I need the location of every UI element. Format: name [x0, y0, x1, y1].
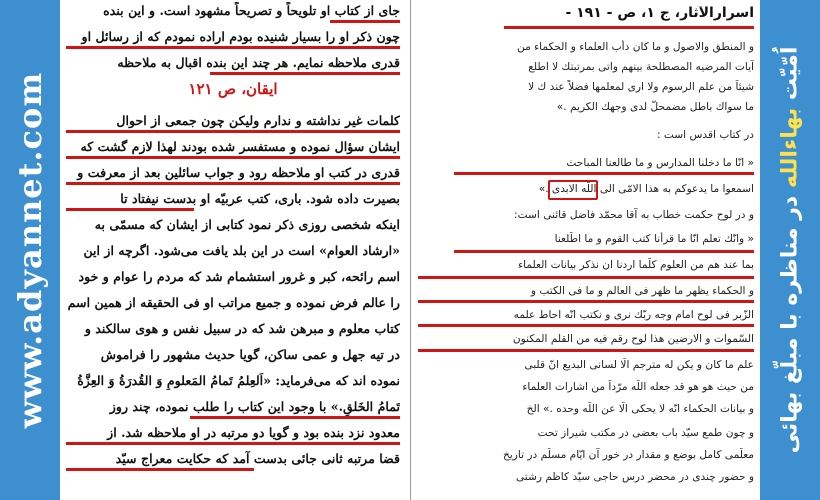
highlight-underline: [66, 468, 254, 471]
site-url-banner: [0, 0, 60, 500]
title-part2-highlight: بهاءالله: [777, 107, 803, 189]
text-line: بما عند هم من العلوم کلّما اردنا ان نذکر بیانات العلماء: [518, 259, 754, 271]
text-line: الزّبر فی لوح امام وجه ربّك نری و نکتب انّه احاط علمه: [513, 309, 754, 321]
highlight-underline: [418, 349, 754, 352]
highlight-underline: [418, 276, 754, 279]
highlight-underline: [454, 172, 754, 175]
text-line: نموده اند که می‌فرماید: «اَلعِلمُ تَمامُ المَعلومِ وَ القُدرَةُ وَ العِزَّةُ: [77, 373, 400, 388]
text-line: اسمعوا ما یدعوکم به هذا الامّی الی اللّه الابدی .»: [538, 183, 754, 195]
text-line: اینکه شخصی روزی ذکر نمود کتابی از ایشان که مسمّی به: [94, 217, 400, 232]
text-line: کتاب معلوم و مبرهن شد که در سبیل نفس و هوی سالکند و: [84, 321, 400, 336]
text-line: کلمات غیر نداشته و ندارم ولیکن چون جمعی از احوال: [116, 113, 400, 128]
text-line: تَمامُ الخَلقِ.» با وجود این کتاب را طلب نموده، چند روز: [109, 399, 400, 414]
text-line: و الحکماء یظهر ما ظهر فی العالم و ما فی الکتب و: [530, 285, 754, 297]
text-line: و چون طمع سیّد باب بعضی در مکتب شیراز تحت: [537, 427, 754, 439]
highlight-underline: [66, 182, 400, 185]
text-line: آیات المرضیه المصطلحة بینهم واتی بمرتبتك لا اطلع: [528, 61, 754, 73]
title-part1: اُمّیّت: [777, 46, 803, 108]
text-line: و المنطق والاصول و ما کان دأب العلماء و الحکماء من: [517, 41, 754, 53]
highlight-underline: [66, 208, 194, 211]
text-line: قدری در کتب او ملاحظه رود و جواب سائلین بعد از معرفت و: [77, 165, 400, 180]
highlight-underline: [66, 156, 400, 159]
page-divider: [410, 0, 411, 500]
text-line: معلّمی کامل بوضع و مقدار در خور آن ایّام مسلّم در تاریخ: [502, 449, 754, 461]
text-line: قدری ملاحظه نمایم. هر چند این بنده اقبال به ملاحظه: [117, 55, 400, 70]
title-text: [778, 47, 803, 454]
text-line: «ارشاد العوام» است در این بلد یافت می‌شود. اگرچه از این: [83, 243, 400, 258]
text-line: جای از کتاب او تلویحاً و تصریحاً مشهود است. و این بنده: [103, 3, 400, 18]
text-line: معدود نزد بنده بود و گویا دو مرتبه در او ملاحظه شد. از: [107, 425, 400, 440]
left-page: [66, 0, 404, 500]
text-line: چون ذکر او را بسیار شنیده بودم اراده نمودم که از رسائل او: [81, 29, 400, 44]
text-line: را عالم فرض نموده و جمیع مراتب او فی الحقیقه از همین اسم: [67, 295, 400, 310]
highlight-underline: [66, 442, 400, 445]
source-heading: اسرارالآثار، ج ۱، ص - ۱۹۱ -: [565, 6, 754, 21]
highlight-box: [548, 180, 598, 200]
text-line: بصیرت داده شود. باری، کتب عربیّه او بدست نیفتاد تا: [120, 191, 400, 206]
text-line: السّموات و الارضین هذا لوح رقم فیه من القلم المکنون: [512, 333, 754, 345]
highlight-underline: [504, 26, 754, 29]
text-line: شیئاً من علم الرسوم ولا اری لمعلمها فضلاً عند ك لا: [528, 81, 754, 93]
highlight-underline: [66, 130, 400, 133]
site-url-text: www.adyannet.com: [11, 71, 49, 429]
highlight-underline: [330, 20, 400, 23]
text-line: و بیانات الحکماء انّه لا یحکی الّا عن اللّه وحده .» الخ: [526, 403, 754, 415]
text-line: ما سواك باطل مضمحلّ لدی وجهك الکریم .»: [556, 101, 754, 113]
text-line: علم ما کان و یکن له مترجم الّا لسانی البدیع انّ قلبی: [524, 359, 754, 371]
text-line: در کتاب اقدس است :: [656, 129, 754, 141]
text-line: و حضور چندی در محضر درس حاجی سیّد کاظم رشتی: [515, 471, 754, 483]
highlight-underline: [418, 300, 754, 303]
text-line: قضا مرتبه ثانی جائی بدست آمد که حکایت معراج سیّد: [115, 451, 400, 466]
highlight-underline: [190, 416, 400, 419]
title-banner: [760, 0, 820, 500]
highlight-underline: [66, 46, 400, 49]
source-heading: ایقان، ص ۱۲۱: [188, 80, 278, 98]
text-line: « وانّك تعلم انّا ما قرأنا کتب القوم و ما اطّلعنا: [554, 233, 754, 245]
title-part3: در مناظره با مبلّغ بهائی: [777, 188, 803, 454]
highlight-underline: [454, 250, 754, 253]
text-line: و در لوح حکمت خطاب به آقا محمّد فاضل قائنی است:: [514, 209, 754, 221]
text-line: « انّا ما دخلنا المدارس و ما طالعنا المباحث: [566, 157, 754, 169]
text-line: ایشان سؤال نموده و مستفسر شده بودند لهذا لازم گشت که: [80, 139, 400, 154]
text-line: من حیث هو هو قد جعله اللّه مرّداً من اشارات العلماء: [522, 381, 754, 393]
text-line: اسم رائحه، کبر و غرور استشمام شد که مردم را عوام و خود: [78, 269, 400, 284]
highlight-underline: [210, 72, 400, 75]
highlight-underline: [418, 324, 754, 327]
right-page: [418, 0, 758, 500]
text-line: در تیه جهل و عمی ساکن، گویا حدیث مشهور را فراموش: [100, 347, 400, 362]
